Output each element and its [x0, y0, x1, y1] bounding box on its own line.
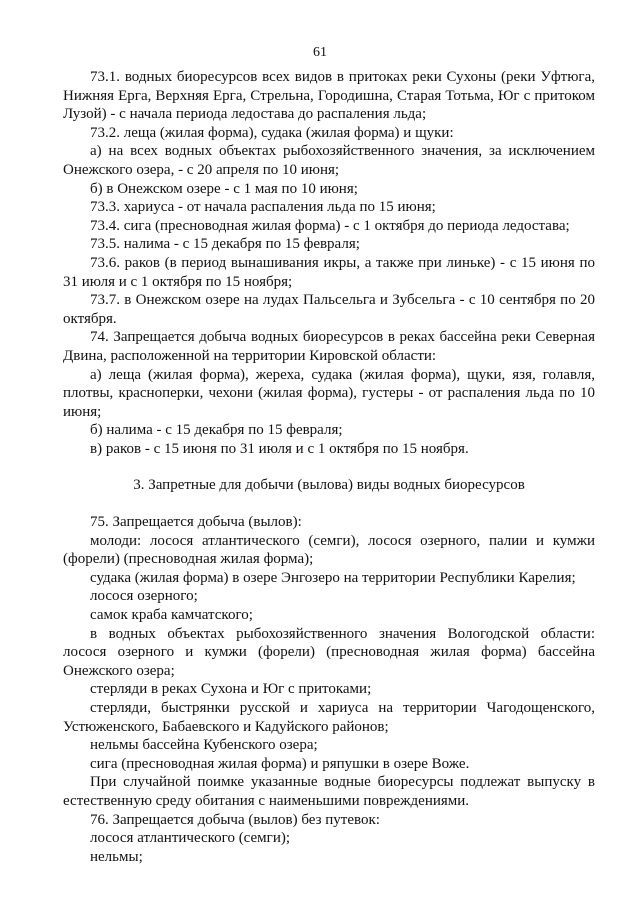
paragraph: лосося озерного; — [90, 588, 198, 605]
paragraph: сига (пресноводная жилая форма) и ряпушки в озере Воже. — [90, 755, 470, 772]
spacer — [63, 458, 595, 476]
paragraph: 76. Запрещается добыча (вылов) без путевок: — [90, 811, 380, 828]
page-number: 61 — [313, 45, 327, 60]
paragraph: в водных объектах рыбохозяйственного значения Вологодской области: лосося озерного и кумжи (форели) (пресноводная жилая форма) бассейна Онежского озера; — [63, 625, 595, 679]
section-heading: 3. Запретные для добычи (вылова) виды водных биоресурсов — [133, 477, 525, 494]
paragraph: 73.1. водных биоресурсов всех видов в притоках реки Сухоны (реки Уфтюга, Нижняя Ерга, Верхняя Ерга, Стрельна, Городишна, Старая Тотьма, Юг с притоком Лузой) - с начала периода ледостава до распаления льда; — [63, 69, 595, 123]
paragraph: 73.3. хариуса - от начала распаления льда по 15 июня; — [90, 199, 436, 216]
paragraph: а) леща (жилая форма), жереха, судака (жилая форма), щуки, язя, голавля, плотвы, красноперки, чехони (жилая форма), густеры - от распаления льда по 10 июня; — [63, 366, 595, 420]
paragraph: стерляди в реках Сухона и Юг с притоками; — [90, 681, 372, 698]
paragraph: а) на всех водных объектах рыбохозяйственного значения, за исключением Онежского озера, - с 20 апреля по 10 июня; — [63, 143, 595, 178]
paragraph: 73.2. леща (жилая форма), судака (жилая форма) и щуки: — [90, 124, 454, 141]
paragraph: нельмы бассейна Кубенского озера; — [90, 737, 318, 754]
paragraph: б) налима - с 15 декабря по 15 февраля; — [90, 422, 343, 439]
paragraph: молоди: лосося атлантического (семги), лосося озерного, палии и кумжи (форели) (пресноводная жилая форма); — [63, 532, 595, 568]
document-body — [63, 68, 595, 866]
paragraph: 73.6. раков (в период вынашивания икры, а также при линьке) - с 15 июня по 31 июля и с 1 октября по 15 ноября; — [63, 254, 595, 290]
paragraph: 74. Запрещается добыча водных биоресурсов в реках бассейна реки Северная Двина, расположенной на территории Кировской области: — [63, 329, 595, 364]
paragraph: 73.5. налима - с 15 декабря по 15 февраля; — [90, 236, 360, 253]
paragraph: При случайной поимке указанные водные биоресурсы подлежат выпуску в естественную среду обитания с наименьшими повреждениями. — [63, 774, 595, 809]
paragraph: лосося атлантического (семги); — [90, 830, 291, 847]
paragraph: самок краба камчатского; — [90, 607, 253, 624]
paragraph: нельмы; — [90, 848, 143, 865]
paragraph: в) раков - с 15 июня по 31 июля и с 1 октября по 15 ноября. — [90, 440, 469, 457]
paragraph: 73.7. в Онежском озере на лудах Пальсельга и Зубсельга - с 10 сентября по 20 октября. — [63, 292, 595, 327]
spacer — [63, 495, 595, 513]
paragraph: 75. Запрещается добыча (вылов): — [90, 514, 302, 531]
paragraph: стерляди, быстрянки русской и хариуса на территории Чагодощенского, Устюженского, Бабаевского и Кадуйского районов; — [63, 700, 595, 735]
paragraph: судака (жилая форма) в озере Энгозеро на территории Республики Карелия; — [90, 569, 576, 586]
paragraph: 73.4. сига (пресноводная жилая форма) - с 1 октября до периода ледостава; — [90, 217, 570, 234]
paragraph: б) в Онежском озере - с 1 мая по 10 июня; — [90, 180, 358, 197]
